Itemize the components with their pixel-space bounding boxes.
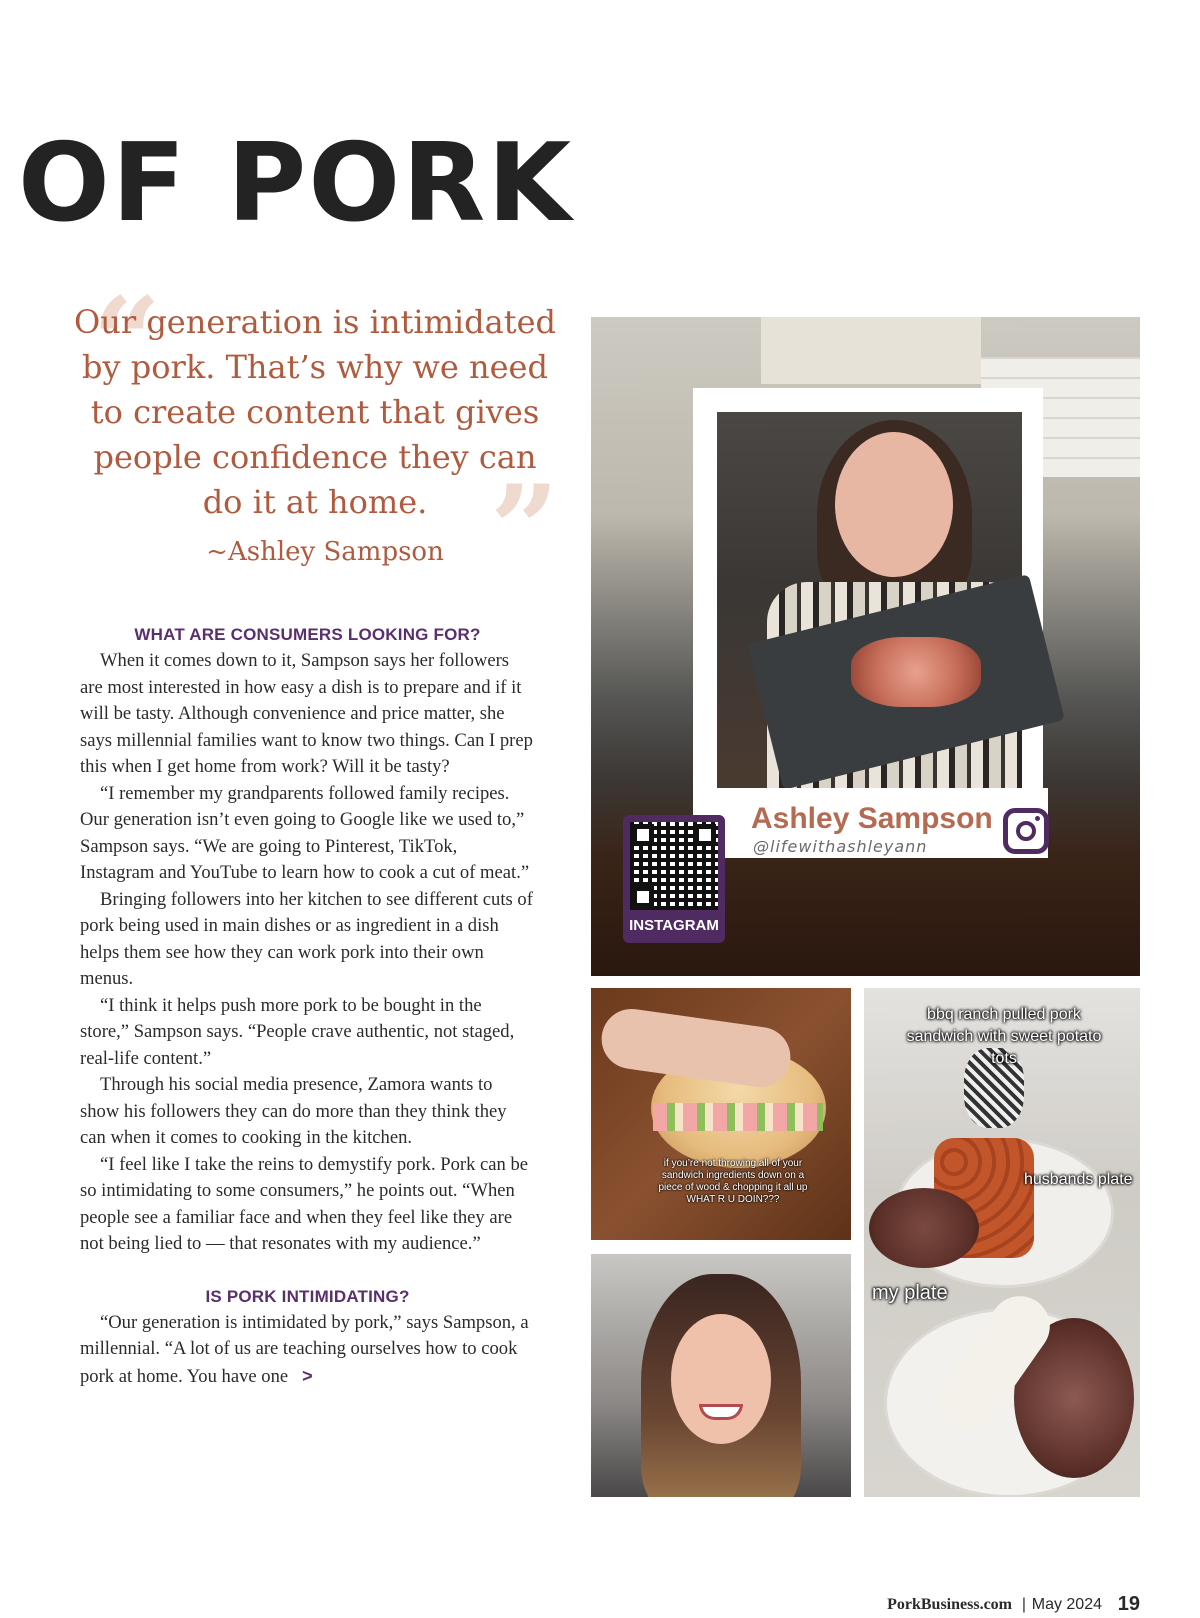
pull-quote-text: Our generation is intimidated by pork. That’s why we need to create content that gives people confidence they can do it at home. <box>74 303 556 521</box>
paragraph: “I feel like I take the reins to demystify pork. Pork can be so intimidating to some consumers,” he points out. “When people see a familiar face and when they feel like they are not being lied to — that resonates with my audience.” <box>80 1153 529 1254</box>
kitchen-cabinet <box>761 317 981 387</box>
page-number: 19 <box>1117 1593 1140 1615</box>
open-quote-mark: “ <box>92 271 162 412</box>
continue-arrow-icon: > <box>302 1365 313 1386</box>
paragraph: Bringing followers into her kitchen to see different cuts of pork being used in main dishes or as ingredient in a dish helps them see how they can work pork into their own menus. <box>80 888 533 989</box>
sandwich-caption: if you’re not throwing all of your sandwich ingredients down on a piece of wood & chopping it all up WHAT R U DOIN??? <box>658 1158 808 1205</box>
main-photo-ashley <box>591 317 1140 976</box>
page-footer <box>0 1593 1200 1618</box>
paragraph: “I think it helps push more pork to be bought in the store,” Sampson says. “People crave authentic, not staged, real-life content.” <box>80 994 515 1069</box>
section-heading-consumers: WHAT ARE CONSUMERS LOOKING FOR? <box>134 625 481 644</box>
sandwich-photo <box>591 988 851 1240</box>
footer-date: May 2024 <box>1031 1596 1102 1613</box>
profile-handle: @lifewithashleyann <box>753 837 928 856</box>
article-body <box>80 622 535 1390</box>
close-quote-mark: ” <box>490 459 560 600</box>
pull-quote-attribution: ~Ashley Sampson <box>206 537 444 567</box>
paragraph: “I remember my grandparents followed family recipes. Our generation isn’t even going to Google like we used to,” Sampson says. “We are going to Pinterest, TikTok, Instagram and YouTube to learn how to cook a cut of meat.” <box>80 782 530 883</box>
paragraph-text: “Our generation is intimidated by pork,” says Sampson, a millennial. “A lot of us are teaching ourselves how to cook pork at home. You have one <box>80 1311 529 1387</box>
qr-code-icon <box>630 822 718 910</box>
pulled-pork-sandwich <box>869 1188 979 1268</box>
paragraph: Through his social media presence, Zamora wants to show his followers they can do more than they think they can when it comes to cooking in the kitchen. <box>80 1074 507 1148</box>
face <box>835 432 953 577</box>
plate-title-caption: bbq ranch pulled pork sandwich with sweet potato tots <box>906 1006 1102 1067</box>
section-heading-intimidating: IS PORK INTIMIDATING? <box>205 1286 410 1306</box>
sandwich-filling <box>653 1103 823 1131</box>
instagram-icon <box>1003 808 1049 854</box>
pull-quote <box>70 271 560 600</box>
my-plate-caption: my plate <box>872 1282 948 1304</box>
paragraph: When it comes down to it, Sampson says her followers are most interested in how easy a dish is to prepare and if it will be tasty. Although convenience and price matter, she says millennial families want to know two things. Can I prep this when I get home from work? Will it be tasty? <box>80 650 533 777</box>
footer-separator: | <box>1021 1596 1026 1613</box>
selfie-photo <box>591 1254 851 1497</box>
husbands-plate-caption: husbands plate <box>1024 1171 1133 1188</box>
profile-name: Ashley Sampson <box>751 802 993 835</box>
face <box>671 1314 771 1444</box>
paragraph-continued <box>80 1310 535 1391</box>
chopped-bacon <box>851 637 981 707</box>
pulled-pork-photo <box>864 988 1140 1497</box>
footer-site: PorkBusiness.com <box>887 1596 1012 1613</box>
qr-label: INSTAGRAM <box>629 917 719 934</box>
headline: OF PORK <box>18 121 574 246</box>
hand <box>598 1005 795 1091</box>
